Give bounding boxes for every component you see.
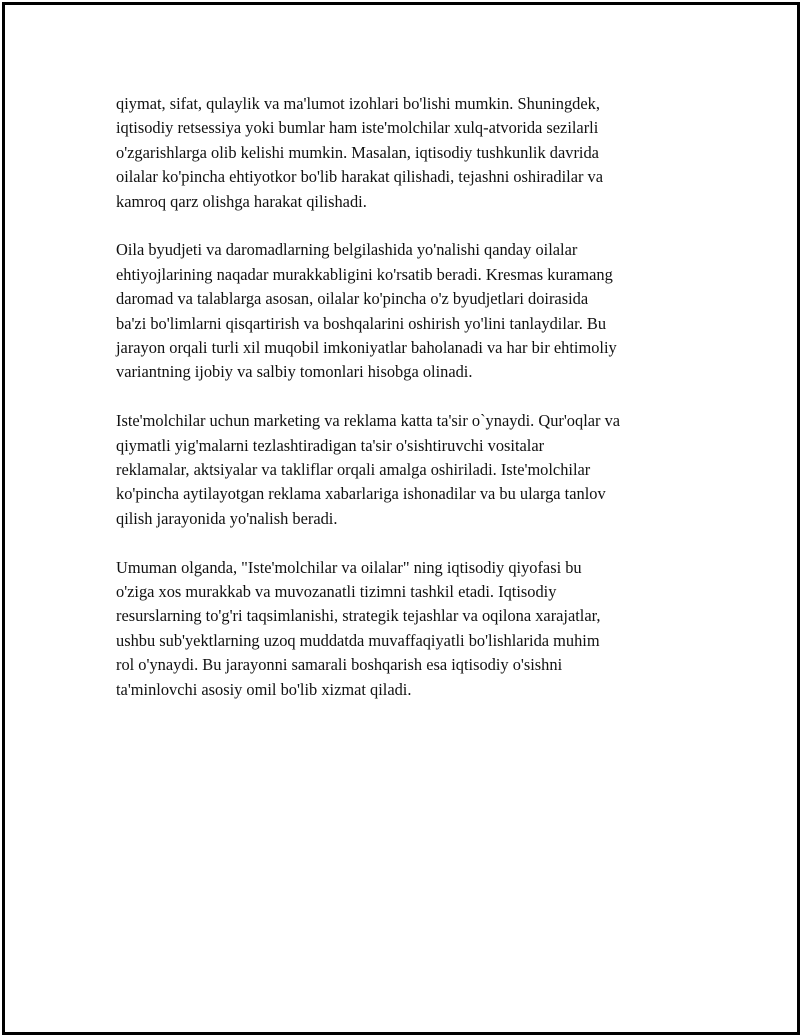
text-line: Iste'molchilar uchun marketing va reklama katta ta'sir o`ynaydi. Qur'oqlar va [116,411,621,431]
document-body [116,92,696,727]
text-line: iqtisodiy retsessiya yoki bumlar ham iste'molchilar xulq-atvorida sezilarli [116,118,599,138]
paragraph-4 [116,556,696,702]
text-line: kamroq qarz olishga harakat qilishadi. [116,191,367,211]
text-line: ko'pincha aytilayotgan reklama xabarlariga ishonadilar va bu ularga tanlov [116,484,606,504]
text-line: reklamalar, aktsiyalar va takliflar orqali amalga oshiriladi. Iste'molchilar [116,460,591,480]
paragraph-3 [116,409,696,531]
text-line: Umuman olganda, "Iste'molchilar va oilalar" ning iqtisodiy qiyofasi bu [116,557,582,577]
text-line: o'zgarishlarga olib kelishi mumkin. Masalan, iqtisodiy tushkunlik davrida [116,142,599,162]
paragraph-1 [116,92,696,214]
text-line: jarayon orqali turli xil muqobil imkoniyatlar baholanadi va har bir ehtimoliy [116,338,617,358]
text-line: rol o'ynaydi. Bu jarayonni samarali boshqarish esa iqtisodiy o'sishni [116,655,563,675]
text-line: qiymatli yig'malarni tezlashtiradigan ta'sir o'sishtiruvchi vositalar [116,435,545,455]
text-line: o'ziga xos murakkab va muvozanatli tizimni tashkil etadi. Iqtisodiy [116,582,557,602]
text-line: ba'zi bo'limlarni qisqartirish va boshqalarini oshirish yo'lini tanlaydilar. Bu [116,313,607,333]
text-line: ehtiyojlarining naqadar murakkabligini ko'rsatib beradi. Kresmas kuramang [116,264,613,284]
text-line: resurslarning to'g'ri taqsimlanishi, strategik tejashlar va oqilona xarajatlar, [116,606,601,626]
text-line: daromad va talablarga asosan, oilalar ko'pincha o'z byudjetlari doirasida [116,289,589,309]
text-line: variantning ijobiy va salbiy tomonlari hisobga olinadi. [116,362,473,382]
text-line: Oila byudjeti va daromadlarning belgilashida yo'nalishi qanday oilalar [116,240,578,260]
paragraph-2 [116,238,696,384]
text-line: qilish jarayonida yo'nalish beradi. [116,508,338,528]
text-line: ta'minlovchi asosiy omil bo'lib xizmat qiladi. [116,679,412,699]
text-line: oilalar ko'pincha ehtiyotkor bo'lib harakat qilishadi, tejashni oshiradilar va [116,167,604,187]
text-line: qiymat, sifat, qulaylik va ma'lumot izohlari bo'lishi mumkin. Shuningdek, [116,94,600,113]
text-line: ushbu sub'yektlarning uzoq muddatda muvaffaqiyatli bo'lishlarida muhim [116,630,600,650]
